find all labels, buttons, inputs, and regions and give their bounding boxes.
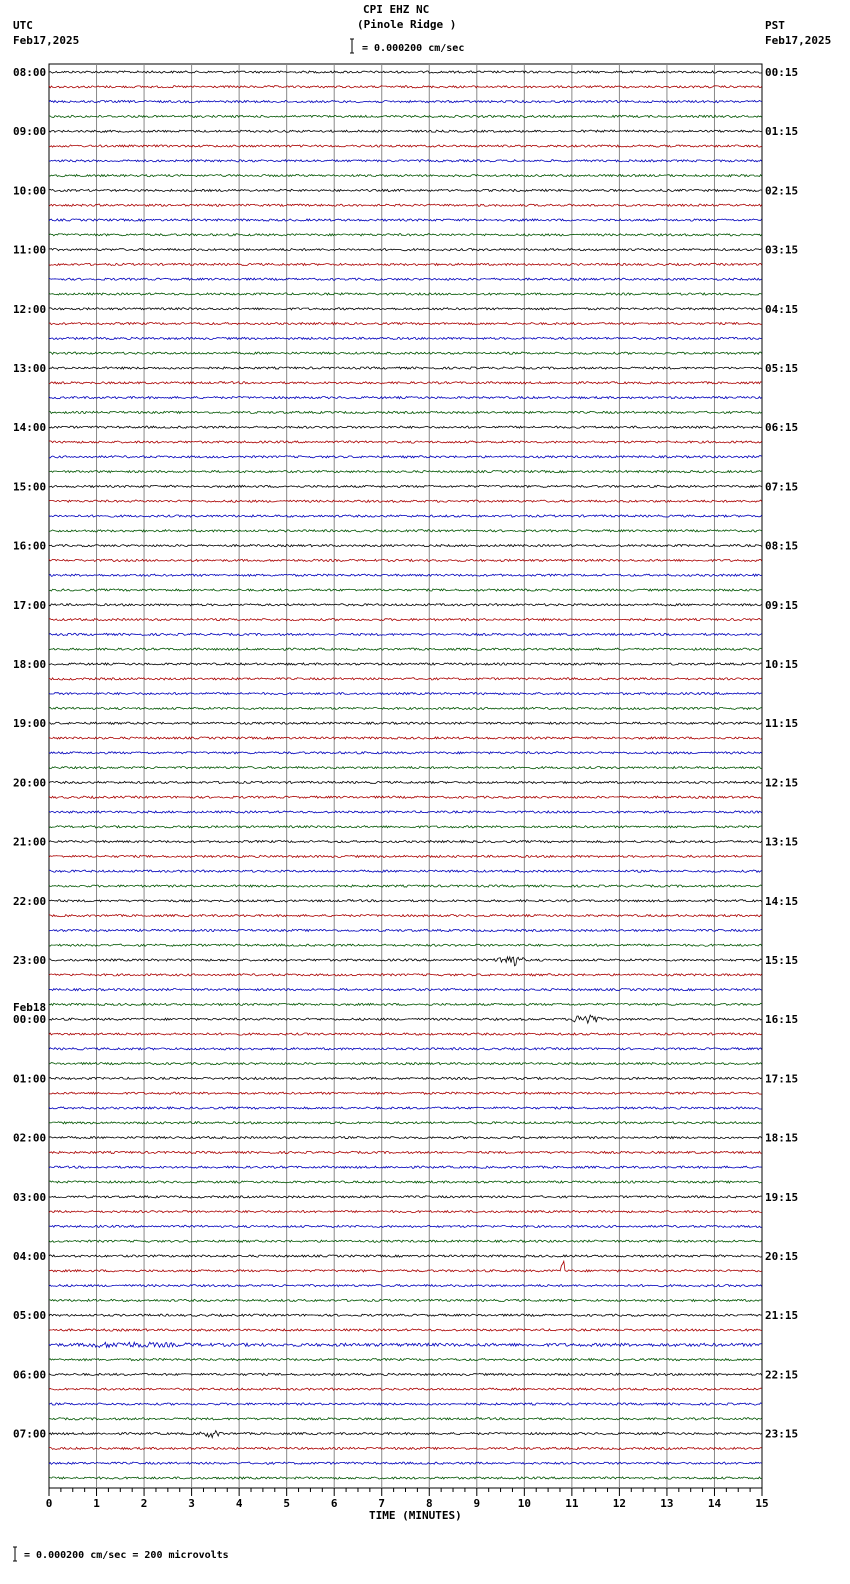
x-tick-label: 11	[565, 1497, 579, 1510]
trace-line	[49, 589, 762, 591]
x-tick-label: 15	[755, 1497, 769, 1510]
trace-line	[49, 1359, 762, 1361]
utc-hour-label: 17:00	[13, 598, 47, 612]
trace-line	[49, 885, 762, 887]
x-tick-label: 3	[188, 1497, 195, 1510]
utc-hour-label: 21:00	[13, 835, 47, 849]
trace-line	[49, 989, 762, 991]
trace-line	[49, 204, 762, 206]
trace-line	[49, 781, 762, 783]
x-tick-label: 14	[707, 1497, 722, 1510]
trace-line	[49, 1015, 762, 1023]
x-tick-label: 12	[612, 1497, 627, 1510]
pst-hour-label: 04:15	[765, 302, 799, 316]
trace-line	[49, 678, 762, 680]
utc-hour-label: 13:00	[13, 362, 47, 375]
trace-line	[49, 1299, 762, 1301]
trace-line	[49, 337, 762, 339]
pst-hour-label: 17:15	[765, 1072, 799, 1086]
trace-line	[49, 574, 762, 576]
utc-hour-label: 11:00	[13, 243, 47, 257]
trace-line	[49, 160, 762, 162]
trace-line	[49, 397, 762, 399]
pst-hour-label: 09:15	[765, 598, 799, 612]
trace-line	[49, 1048, 762, 1050]
utc-hour-label: 23:00	[13, 954, 47, 967]
trace-line	[49, 1462, 762, 1464]
plot-frame	[49, 64, 762, 1488]
footer-scale-text: = 0.000200 cm/sec = 200 microvolts	[24, 1550, 229, 1561]
trace-line	[49, 619, 762, 621]
trace-line	[49, 1418, 762, 1420]
trace-line	[49, 1373, 762, 1375]
trace-line	[49, 707, 762, 709]
pst-hour-label: 22:15	[765, 1368, 799, 1382]
trace-line	[49, 1314, 762, 1316]
pst-hour-label: 13:15	[765, 835, 799, 849]
trace-line	[49, 71, 762, 73]
x-tick-label: 5	[283, 1497, 290, 1510]
pst-hour-label: 23:15	[765, 1427, 799, 1441]
pst-hour-label: 06:15	[765, 421, 799, 435]
trace-line	[49, 293, 762, 295]
trace-line	[49, 1431, 762, 1438]
trace-line	[49, 86, 762, 88]
pst-hour-label: 05:15	[765, 362, 799, 375]
trace-line	[49, 944, 762, 946]
x-tick-label: 8	[425, 1497, 433, 1510]
trace-line	[49, 1003, 762, 1005]
trace-line	[49, 900, 762, 902]
utc-hour-label: 16:00	[13, 539, 47, 553]
utc-hour-label: 10:00	[13, 184, 47, 198]
trace-line	[49, 1225, 762, 1227]
trace-line	[49, 1137, 762, 1139]
trace-line	[49, 234, 762, 236]
trace-line	[49, 367, 762, 369]
utc-hour-label: 07:00	[13, 1427, 47, 1441]
scale-text: = 0.000200 cm/sec	[362, 43, 465, 54]
utc-hour-label: 08:00	[13, 66, 47, 79]
site-title: (Pinole Ridge )	[357, 18, 457, 31]
trace-line	[49, 1403, 762, 1405]
pst-hour-label: 11:15	[765, 717, 799, 731]
trace-line	[49, 515, 762, 517]
utc-hour-label: 01:00	[13, 1072, 47, 1086]
trace-line	[49, 278, 762, 280]
trace-line	[49, 441, 762, 443]
trace-line	[49, 426, 762, 428]
pst-hour-label: 20:15	[765, 1250, 799, 1263]
utc-hour-label: 03:00	[13, 1190, 47, 1204]
x-tick-label: 4	[235, 1497, 243, 1510]
trace-line	[49, 1166, 762, 1168]
trace-line	[49, 101, 762, 103]
x-tick-label: 9	[473, 1497, 481, 1510]
trace-line	[49, 249, 762, 251]
trace-line	[49, 826, 762, 828]
trace-line	[49, 1477, 762, 1479]
x-tick-label: 7	[378, 1497, 386, 1510]
utc-hour-label: 14:00	[13, 421, 47, 435]
date-change-label: Feb18	[13, 1001, 47, 1014]
pst-hour-label: 14:15	[765, 894, 799, 908]
left-timezone: UTC	[13, 19, 33, 32]
trace-line	[49, 189, 762, 191]
utc-hour-label: 19:00	[13, 717, 47, 731]
trace-line	[49, 752, 762, 754]
trace-line	[49, 1063, 762, 1065]
trace-line	[49, 471, 762, 473]
left-date: Feb17,2025	[13, 34, 80, 47]
pst-hour-label: 00:15	[765, 66, 799, 79]
trace-line	[49, 1196, 762, 1198]
trace-line	[49, 411, 762, 413]
utc-hour-label: 18:00	[13, 658, 47, 671]
trace-line	[49, 1342, 762, 1347]
trace-line	[49, 1255, 762, 1257]
trace-line	[49, 604, 762, 606]
trace-line	[49, 1122, 762, 1124]
utc-hour-label: 05:00	[13, 1309, 47, 1323]
utc-hour-label: 20:00	[13, 776, 47, 790]
pst-hour-label: 15:15	[765, 954, 799, 967]
x-tick-label: 1	[93, 1497, 100, 1510]
trace-line	[49, 485, 762, 487]
right-timezone: PST	[765, 19, 785, 32]
trace-line	[49, 1329, 762, 1331]
trace-line	[49, 1261, 762, 1272]
pst-hour-label: 19:15	[765, 1190, 799, 1204]
trace-line	[49, 1447, 762, 1449]
x-tick-label: 2	[140, 1497, 148, 1510]
trace-line	[49, 323, 762, 325]
trace-line	[49, 855, 762, 857]
trace-line	[49, 308, 762, 310]
x-tick-label: 0	[45, 1497, 53, 1510]
trace-line	[49, 633, 762, 635]
pst-hour-label: 18:15	[765, 1131, 799, 1145]
utc-hour-label: 15:00	[13, 480, 47, 494]
trace-line	[49, 648, 762, 650]
trace-line	[49, 382, 762, 384]
x-tick-label: 10	[517, 1497, 531, 1510]
utc-hour-label: 04:00	[13, 1250, 47, 1263]
utc-hour-label: 22:00	[13, 894, 47, 908]
station-title: CPI EHZ NC	[363, 3, 430, 16]
pst-hour-label: 21:15	[765, 1309, 799, 1323]
trace-line	[49, 767, 762, 769]
trace-line	[49, 500, 762, 502]
trace-line	[49, 1240, 762, 1242]
trace-line	[49, 737, 762, 739]
pst-hour-label: 07:15	[765, 480, 799, 494]
trace-line	[49, 145, 762, 147]
trace-line	[49, 1107, 762, 1109]
trace-line	[49, 796, 762, 798]
trace-line	[49, 841, 762, 843]
utc-hour-label: 12:00	[13, 302, 47, 316]
trace-line	[49, 811, 762, 813]
trace-line	[49, 175, 762, 177]
trace-line	[49, 693, 762, 695]
right-date: Feb17,2025	[765, 34, 832, 47]
trace-line	[49, 1181, 762, 1183]
trace-line	[49, 1151, 762, 1153]
trace-line	[49, 870, 762, 872]
trace-line	[49, 456, 762, 458]
trace-line	[49, 530, 762, 532]
trace-line	[49, 115, 762, 117]
x-tick-label: 13	[660, 1497, 674, 1510]
utc-hour-label: 00:00	[13, 1013, 47, 1027]
trace-line	[49, 1092, 762, 1094]
trace-line	[49, 722, 762, 724]
trace-line	[49, 130, 762, 132]
utc-hour-label: 02:00	[13, 1131, 47, 1145]
trace-line	[49, 1033, 762, 1035]
x-tick-label: 6	[330, 1497, 338, 1510]
pst-hour-label: 16:15	[765, 1013, 799, 1027]
pst-hour-label: 08:15	[765, 539, 799, 553]
x-axis-label: TIME (MINUTES)	[369, 1509, 462, 1522]
pst-hour-label: 12:15	[765, 776, 799, 790]
trace-line	[49, 663, 762, 665]
trace-line	[49, 1077, 762, 1079]
pst-hour-label: 10:15	[765, 658, 799, 671]
pst-hour-label: 03:15	[765, 243, 799, 257]
trace-line	[49, 559, 762, 561]
trace-line	[49, 1211, 762, 1213]
trace-line	[49, 957, 762, 966]
trace-line	[49, 974, 762, 976]
pst-hour-label: 01:15	[765, 125, 799, 139]
trace-line	[49, 219, 762, 221]
trace-line	[49, 929, 762, 931]
trace-line	[49, 352, 762, 354]
trace-line	[49, 263, 762, 265]
trace-line	[49, 1285, 762, 1287]
pst-hour-label: 02:15	[765, 184, 799, 198]
trace-line	[49, 545, 762, 547]
utc-hour-label: 06:00	[13, 1368, 47, 1382]
trace-line	[49, 1388, 762, 1390]
trace-line	[49, 915, 762, 917]
utc-hour-label: 09:00	[13, 125, 47, 139]
